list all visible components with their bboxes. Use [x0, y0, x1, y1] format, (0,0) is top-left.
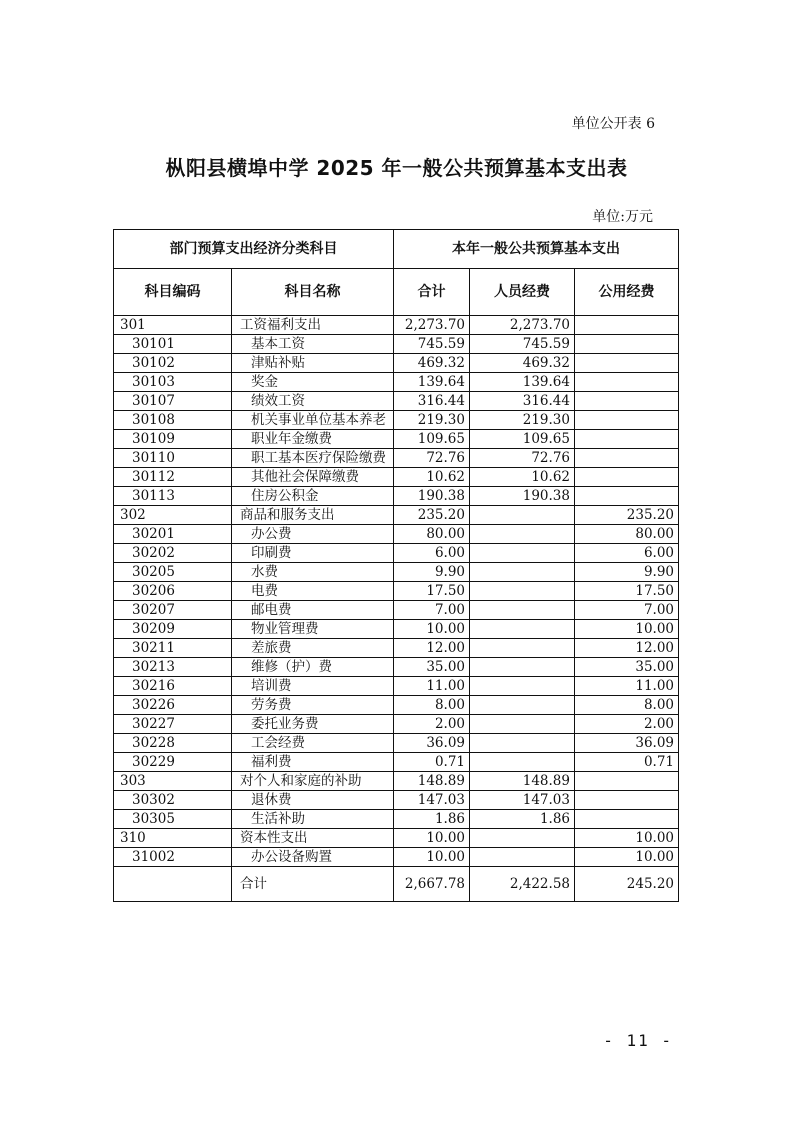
table-row: [114, 848, 679, 867]
name-cell: 资本性支出: [232, 829, 394, 848]
total-cell: 10.62: [394, 468, 470, 487]
personnel-cell: [470, 525, 575, 544]
personnel-cell: 316.44: [470, 392, 575, 411]
name-cell: 对个人和家庭的补助: [232, 772, 394, 791]
name-cell: 职工基本医疗保险缴费: [232, 449, 394, 468]
code-cell: 30108: [114, 411, 232, 430]
table-row: [114, 639, 679, 658]
name-cell: 住房公积金: [232, 487, 394, 506]
public-cell: 6.00: [575, 544, 679, 563]
personnel-cell: 190.38: [470, 487, 575, 506]
personnel-cell: 469.32: [470, 354, 575, 373]
public-cell: 9.90: [575, 563, 679, 582]
personnel-cell: 10.62: [470, 468, 575, 487]
table-row: [114, 620, 679, 639]
code-cell: 30229: [114, 753, 232, 772]
table-row: [114, 544, 679, 563]
table-row: [114, 601, 679, 620]
table-row: [114, 316, 679, 335]
code-cell: 30205: [114, 563, 232, 582]
page-number: - 11 -: [603, 1031, 673, 1050]
name-cell: 工资福利支出: [232, 316, 394, 335]
personnel-cell: 1.86: [470, 810, 575, 829]
public-cell: 17.50: [575, 582, 679, 601]
public-cell: 10.00: [575, 829, 679, 848]
name-cell: 其他社会保障缴费: [232, 468, 394, 487]
code-cell: 30113: [114, 487, 232, 506]
code-cell: 30226: [114, 696, 232, 715]
public-cell: [575, 772, 679, 791]
form-number: 单位公开表 6: [571, 116, 655, 132]
total-cell: 17.50: [394, 582, 470, 601]
total-row: [114, 867, 679, 902]
personnel-cell: 147.03: [470, 791, 575, 810]
code-cell: 302: [114, 506, 232, 525]
total-cell: 7.00: [394, 601, 470, 620]
column-header-name: 科目名称: [232, 269, 394, 316]
table-row: [114, 411, 679, 430]
total-cell: 316.44: [394, 392, 470, 411]
table-row: [114, 335, 679, 354]
unit-label: 单位:万元: [592, 209, 653, 225]
column-header-personnel: 人员经费: [470, 269, 575, 316]
table-row: [114, 696, 679, 715]
code-cell: 30103: [114, 373, 232, 392]
personnel-cell: 2,273.70: [470, 316, 575, 335]
table-row: [114, 791, 679, 810]
total-cell: 10.00: [394, 620, 470, 639]
name-cell: 退休费: [232, 791, 394, 810]
total-cell: 2,273.70: [394, 316, 470, 335]
public-cell: 7.00: [575, 601, 679, 620]
personnel-cell: 72.76: [470, 449, 575, 468]
public-cell: [575, 487, 679, 506]
name-cell: 印刷费: [232, 544, 394, 563]
code-cell: 30110: [114, 449, 232, 468]
table-body: [114, 316, 679, 867]
personnel-cell: 745.59: [470, 335, 575, 354]
table-row: [114, 563, 679, 582]
personnel-cell: [470, 715, 575, 734]
public-cell: 12.00: [575, 639, 679, 658]
code-cell: 30305: [114, 810, 232, 829]
total-cell: 745.59: [394, 335, 470, 354]
table-row: [114, 658, 679, 677]
public-cell: [575, 791, 679, 810]
code-cell: 30206: [114, 582, 232, 601]
code-cell: 31002: [114, 848, 232, 867]
code-cell: 30202: [114, 544, 232, 563]
table-row: [114, 354, 679, 373]
total-code-cell: [114, 867, 232, 902]
name-cell: 基本工资: [232, 335, 394, 354]
total-cell: 2.00: [394, 715, 470, 734]
personnel-cell: [470, 601, 575, 620]
code-cell: 301: [114, 316, 232, 335]
public-cell: [575, 335, 679, 354]
total-cell: 10.00: [394, 848, 470, 867]
public-cell: 10.00: [575, 848, 679, 867]
name-cell: 职业年金缴费: [232, 430, 394, 449]
table-row: [114, 715, 679, 734]
name-cell: 电费: [232, 582, 394, 601]
page-title: 枞阳县横埠中学 2025 年一般公共预算基本支出表: [165, 156, 628, 180]
code-cell: 30216: [114, 677, 232, 696]
total-cell: 147.03: [394, 791, 470, 810]
public-cell: [575, 392, 679, 411]
public-cell: 0.71: [575, 753, 679, 772]
total-cell: 11.00: [394, 677, 470, 696]
total-cell: 6.00: [394, 544, 470, 563]
name-cell: 津贴补贴: [232, 354, 394, 373]
code-cell: 30107: [114, 392, 232, 411]
name-cell: 维修（护）费: [232, 658, 394, 677]
table-row: [114, 677, 679, 696]
public-cell: 36.09: [575, 734, 679, 753]
table-row: [114, 449, 679, 468]
personnel-cell: [470, 544, 575, 563]
code-cell: 30101: [114, 335, 232, 354]
public-cell: [575, 468, 679, 487]
public-cell: [575, 316, 679, 335]
code-cell: 30209: [114, 620, 232, 639]
name-cell: 福利费: [232, 753, 394, 772]
table-row: [114, 810, 679, 829]
total-cell: 0.71: [394, 753, 470, 772]
code-cell: 30228: [114, 734, 232, 753]
personnel-cell: [470, 753, 575, 772]
column-header-public: 公用经费: [575, 269, 679, 316]
public-cell: 2.00: [575, 715, 679, 734]
code-cell: 30213: [114, 658, 232, 677]
total-cell: 36.09: [394, 734, 470, 753]
column-header-total: 合计: [394, 269, 470, 316]
total-cell: 219.30: [394, 411, 470, 430]
public-cell: [575, 373, 679, 392]
table-row: [114, 392, 679, 411]
name-cell: 物业管理费: [232, 620, 394, 639]
total-cell: 148.89: [394, 772, 470, 791]
personnel-cell: [470, 658, 575, 677]
public-cell: 80.00: [575, 525, 679, 544]
total-cell: 10.00: [394, 829, 470, 848]
total-label-cell: 合计: [232, 867, 394, 902]
group-header-classification: 部门预算支出经济分类科目: [114, 230, 394, 269]
personnel-cell: [470, 620, 575, 639]
group-header-expenditure: 本年一般公共预算基本支出: [394, 230, 679, 269]
code-cell: 30211: [114, 639, 232, 658]
name-cell: 工会经费: [232, 734, 394, 753]
total-amount-cell: 2,667.78: [394, 867, 470, 902]
column-header-code: 科目编码: [114, 269, 232, 316]
code-cell: 303: [114, 772, 232, 791]
table-row: [114, 468, 679, 487]
table-row: [114, 506, 679, 525]
personnel-cell: [470, 563, 575, 582]
code-cell: 30207: [114, 601, 232, 620]
code-cell: 30302: [114, 791, 232, 810]
name-cell: 委托业务费: [232, 715, 394, 734]
personnel-cell: [470, 829, 575, 848]
public-cell: 35.00: [575, 658, 679, 677]
personnel-cell: 109.65: [470, 430, 575, 449]
table-row: [114, 487, 679, 506]
code-cell: 310: [114, 829, 232, 848]
total-cell: 109.65: [394, 430, 470, 449]
total-cell: 139.64: [394, 373, 470, 392]
name-cell: 邮电费: [232, 601, 394, 620]
name-cell: 机关事业单位基本养老: [232, 411, 394, 430]
table-row: [114, 829, 679, 848]
code-cell: 30102: [114, 354, 232, 373]
name-cell: 办公设备购置: [232, 848, 394, 867]
name-cell: 绩效工资: [232, 392, 394, 411]
public-cell: [575, 411, 679, 430]
public-cell: 10.00: [575, 620, 679, 639]
table-row: [114, 753, 679, 772]
total-cell: 72.76: [394, 449, 470, 468]
public-cell: 8.00: [575, 696, 679, 715]
table-row: [114, 373, 679, 392]
personnel-cell: [470, 734, 575, 753]
table-row: [114, 772, 679, 791]
name-cell: 办公费: [232, 525, 394, 544]
personnel-cell: 148.89: [470, 772, 575, 791]
name-cell: 水费: [232, 563, 394, 582]
table-row: [114, 734, 679, 753]
public-cell: 235.20: [575, 506, 679, 525]
code-cell: 30201: [114, 525, 232, 544]
public-cell: [575, 354, 679, 373]
total-cell: 35.00: [394, 658, 470, 677]
total-cell: 12.00: [394, 639, 470, 658]
name-cell: 差旅费: [232, 639, 394, 658]
total-cell: 469.32: [394, 354, 470, 373]
personnel-cell: [470, 506, 575, 525]
public-cell: [575, 449, 679, 468]
name-cell: 奖金: [232, 373, 394, 392]
personnel-cell: 219.30: [470, 411, 575, 430]
total-public-cell: 245.20: [575, 867, 679, 902]
total-cell: 1.86: [394, 810, 470, 829]
code-cell: 30227: [114, 715, 232, 734]
budget-table: [113, 229, 679, 902]
personnel-cell: [470, 677, 575, 696]
public-cell: [575, 810, 679, 829]
code-cell: 30112: [114, 468, 232, 487]
total-cell: 9.90: [394, 563, 470, 582]
name-cell: 培训费: [232, 677, 394, 696]
table-row: [114, 582, 679, 601]
personnel-cell: 139.64: [470, 373, 575, 392]
personnel-cell: [470, 639, 575, 658]
total-cell: 190.38: [394, 487, 470, 506]
personnel-cell: [470, 696, 575, 715]
public-cell: [575, 430, 679, 449]
code-cell: 30109: [114, 430, 232, 449]
total-cell: 8.00: [394, 696, 470, 715]
name-cell: 劳务费: [232, 696, 394, 715]
total-cell: 80.00: [394, 525, 470, 544]
name-cell: 商品和服务支出: [232, 506, 394, 525]
personnel-cell: [470, 848, 575, 867]
table-row: [114, 525, 679, 544]
total-cell: 235.20: [394, 506, 470, 525]
personnel-cell: [470, 582, 575, 601]
name-cell: 生活补助: [232, 810, 394, 829]
public-cell: 11.00: [575, 677, 679, 696]
table-row: [114, 430, 679, 449]
total-personnel-cell: 2,422.58: [470, 867, 575, 902]
